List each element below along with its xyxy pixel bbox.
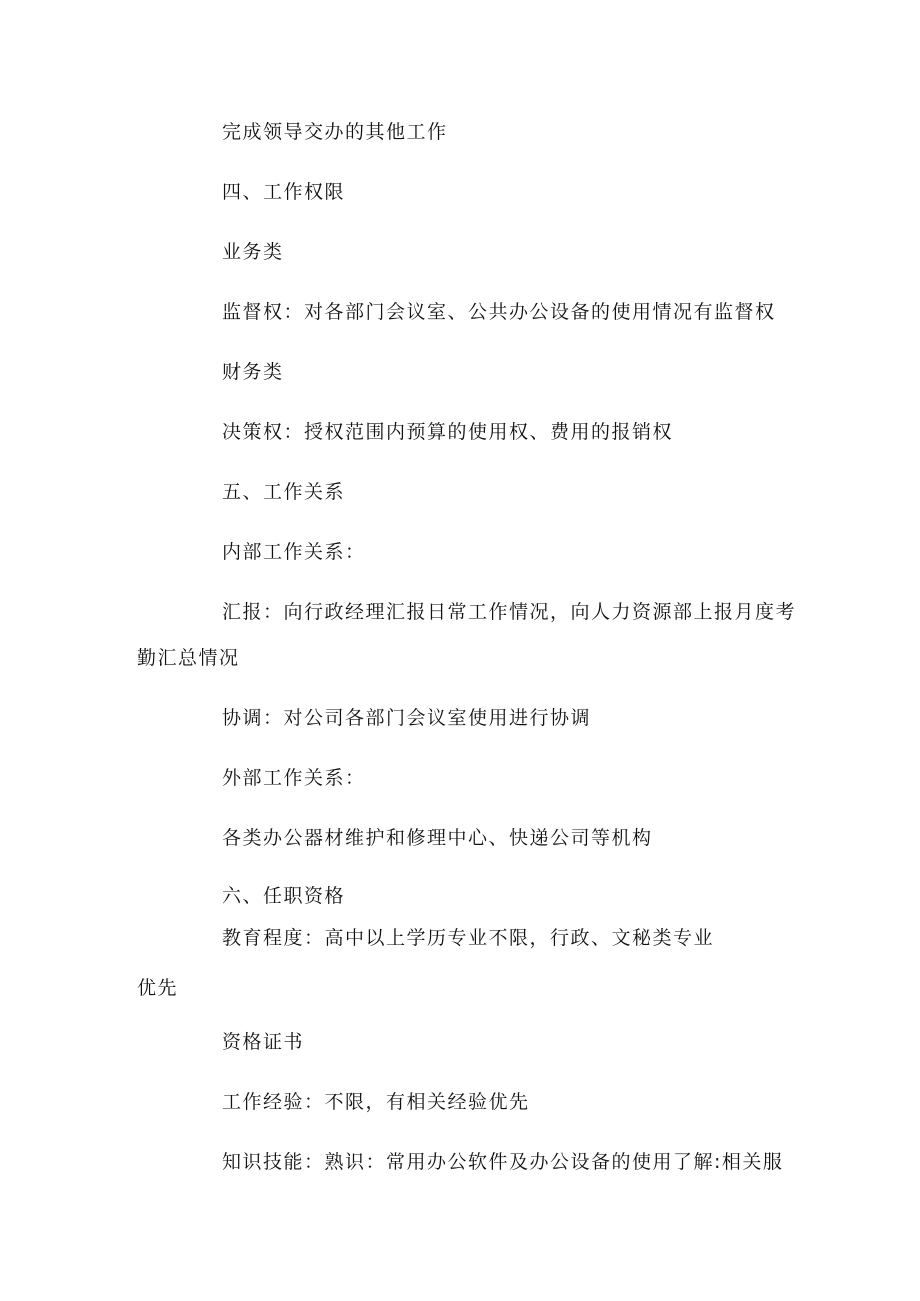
paragraph-report-continued: 勤汇总情况 [137, 647, 240, 669]
paragraph-external-partners: 各类办公器材维护和修理中心、快递公司等机构 [222, 827, 653, 849]
subheading-external-relations: 外部工作关系： [222, 767, 366, 789]
subheading-finance: 财务类 [222, 361, 284, 383]
paragraph-coordination: 协调：对公司各部门会议室使用进行协调 [222, 707, 592, 729]
paragraph-supervision-right: 监督权：对各部门会议室、公共办公设备的使用情况有监督权 [222, 301, 776, 323]
paragraph-report: 汇报：向行政经理汇报日常工作情况，向人力资源部上报月度考 [222, 601, 797, 623]
paragraph-experience: 工作经验：不限，有相关经验优先 [222, 1091, 530, 1113]
paragraph-education: 教育程度：高中以上学历专业不限，行政、文秘类专业 [222, 927, 715, 949]
paragraph-decision-right: 决策权：授权范围内预算的使用权、费用的报销权 [222, 421, 674, 443]
paragraph-education-continued: 优先 [137, 977, 179, 999]
section-heading-relations: 五、工作关系 [222, 481, 346, 503]
paragraph-skills: 知识技能：熟识：常用办公软件及办公设备的使用了解:相关服 [222, 1151, 784, 1173]
subheading-internal-relations: 内部工作关系： [222, 541, 366, 563]
section-heading-qualifications: 六、任职资格 [222, 885, 346, 907]
subheading-business: 业务类 [222, 241, 284, 263]
section-heading-authority: 四、工作权限 [222, 181, 346, 203]
task-item-other-work: 完成领导交办的其他工作 [222, 121, 448, 143]
subheading-certificates: 资格证书 [222, 1031, 305, 1053]
